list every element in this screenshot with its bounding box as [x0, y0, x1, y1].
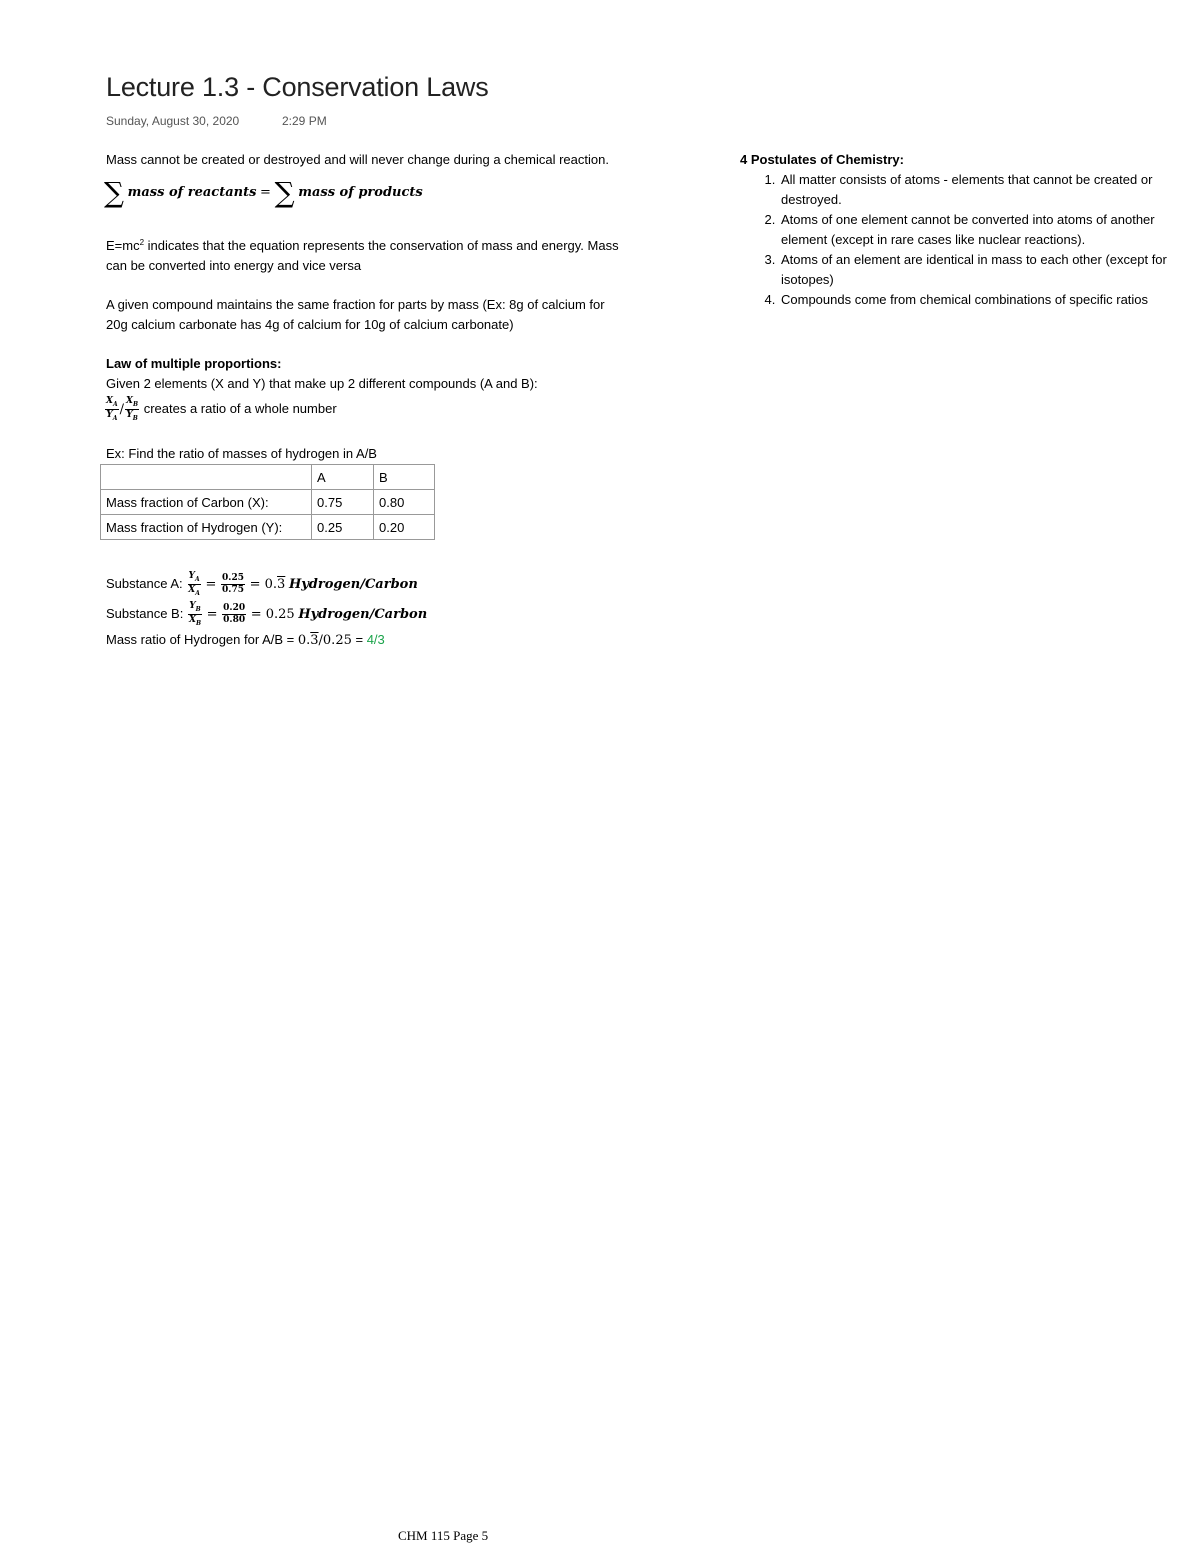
sigma-symbol: ∑ [104, 176, 124, 209]
mass-statement: Mass cannot be created or destroyed and will never change during a chemical reaction. [106, 152, 609, 167]
table-header-a: A [312, 465, 374, 490]
repeating-digit: 3 [310, 633, 319, 648]
list-item: 1. All matter consists of atoms - elements that cannot be created or destroyed. [779, 170, 1189, 210]
equation-lhs: mass of reactants [127, 185, 257, 200]
fraction-ya-xa: $\frac{Y_A}{X_A}$ [188, 571, 200, 597]
law-heading: Law of multiple proportions: [106, 356, 282, 371]
page-date: Sunday, August 30, 2020 [106, 114, 240, 128]
table-header-b: B [374, 465, 435, 490]
law-ratio-text: creates a ratio of a whole number [143, 401, 337, 416]
law-given: Given 2 elements (X and Y) that make up 2 different compounds (A and B): [106, 376, 538, 391]
emc-line-2: can be converted into energy and vice versa [106, 258, 362, 273]
conservation-equation [104, 176, 423, 209]
list-item: 3. Atoms of an element are identical in mass to each other (except for isotopes) [779, 250, 1189, 290]
repeating-digit: 3 [277, 577, 286, 592]
substance-b-label: Substance B: [106, 606, 184, 621]
ratio-slash: / [119, 402, 125, 417]
substance-a-line: Substance A: $\frac{Y_A}{X_A}$ = $\frac{0.25}{0.75}$ = 0.3 Hydrogen/Carbon [106, 571, 418, 597]
postulates-list [740, 170, 1189, 310]
table-cell: 0.75 [312, 490, 374, 515]
page-time: 2:29 PM [282, 114, 327, 128]
substance-b-line: Substance B: $\frac{Y_B}{X_B}$ = $\frac{0.20}{0.80}$ = 0.25 Hydrogen/Carbon [106, 601, 428, 627]
fraction-yb-xb: $\frac{Y_B}{X_B}$ [188, 601, 202, 627]
table-cell [101, 465, 312, 490]
sigma-symbol-2: ∑ [274, 176, 295, 209]
table-row [101, 490, 435, 515]
emc-superscript: 2 [139, 238, 145, 247]
emc-line-1 [106, 236, 619, 256]
emc-prefix: E=mc [106, 238, 140, 253]
table-cell: Mass fraction of Hydrogen (Y): [101, 515, 312, 540]
mass-ratio-line: Mass ratio of Hydrogen for A/B = 0.3/0.25 = 4/3 [106, 632, 385, 648]
table-cell: 0.20 [374, 515, 435, 540]
table-cell: Mass fraction of Carbon (X): [101, 490, 312, 515]
unit-label: Hydrogen/Carbon [288, 577, 418, 592]
mass-fraction-table [100, 464, 435, 540]
emc-rest: indicates that the equation represents the conservation of mass and energy. Mass [144, 238, 619, 253]
fraction-xa-ya: $\frac{X_A}{Y_A}$ [106, 396, 118, 422]
compound-line-1: A given compound maintains the same fraction for parts by mass (Ex: 8g of calcium for [106, 297, 605, 312]
list-item: 2. Atoms of one element cannot be converted into atoms of another element (except in rare cases like nuclear reactions). [779, 210, 1189, 250]
fraction-values-b: $\frac{0.20}{0.80}$ [223, 603, 246, 626]
table-row [101, 515, 435, 540]
postulates-heading: 4 Postulates of Chemistry: [740, 152, 904, 167]
equation-rhs: mass of products [298, 185, 423, 200]
list-item: 4. Compounds come from chemical combinations of specific ratios [779, 290, 1189, 310]
mass-ratio-label: Mass ratio of Hydrogen for A/B = [106, 632, 298, 647]
compound-line-2: 20g calcium carbonate has 4g of calcium for 10g of calcium carbonate) [106, 317, 514, 332]
fraction-xb-yb: $\frac{X_B}{Y_B}$ [126, 396, 139, 422]
unit-label: Hydrogen/Carbon [298, 607, 428, 622]
table-header-row [101, 465, 435, 490]
law-ratio-line [104, 396, 337, 423]
page-title: Lecture 1.3 - Conservation Laws [106, 72, 489, 102]
page-footer: CHM 115 Page 5 [398, 1528, 489, 1543]
example-prompt: Ex: Find the ratio of masses of hydrogen in A/B [106, 446, 377, 461]
fraction-values-a: $\frac{0.25}{0.75}$ [222, 573, 244, 596]
table-cell: 0.80 [374, 490, 435, 515]
table-cell: 0.25 [312, 515, 374, 540]
substance-a-label: Substance A: [106, 576, 183, 591]
equation-equals: = [260, 185, 271, 200]
mass-ratio-answer: 4/3 [366, 632, 385, 647]
